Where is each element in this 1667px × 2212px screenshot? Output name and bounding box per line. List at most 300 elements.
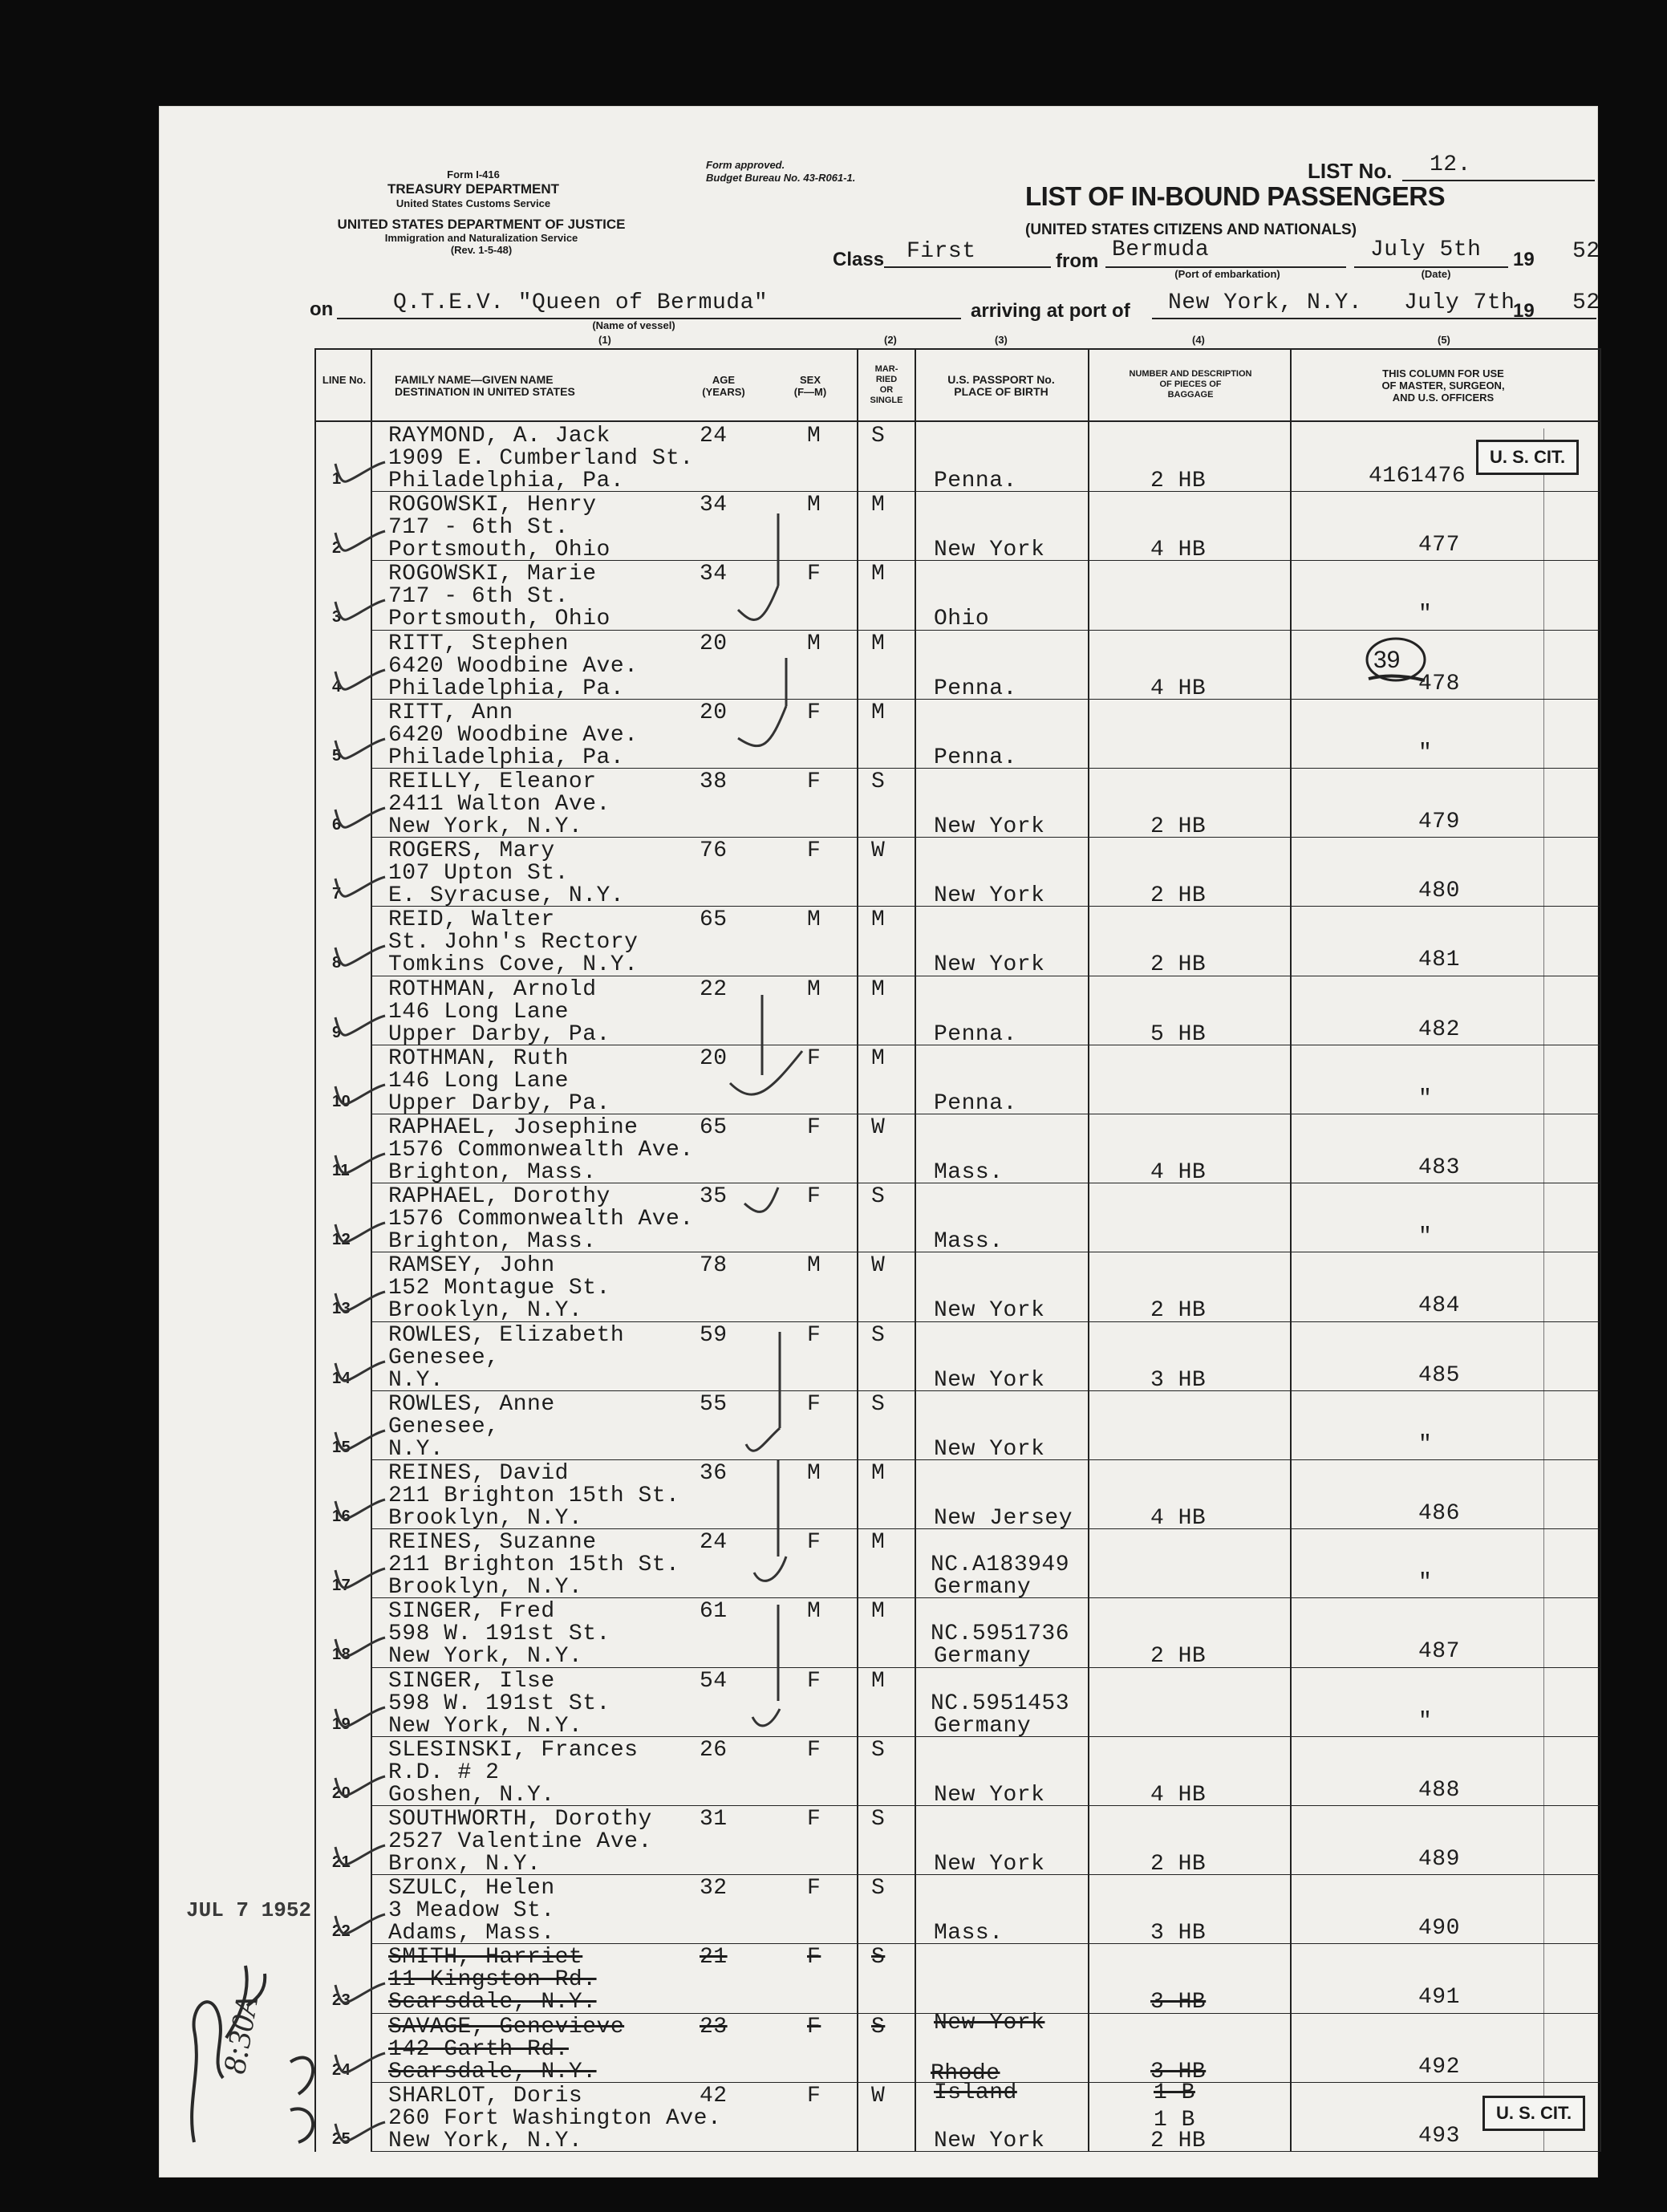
officer-number: 486 [1418,1501,1460,1526]
line-number: 10 [332,1092,351,1110]
age-value: 78 [700,1253,728,1279]
col-number-5: (5) [1438,334,1450,346]
sex-value: F [807,1322,821,1348]
col-divider [1290,348,1292,2152]
row-separator [371,1943,1600,1944]
marital-status: M [871,562,886,587]
sex-value: F [807,838,821,864]
officer-number: 483 [1418,1155,1460,1180]
age-value: 32 [700,1876,728,1902]
form-number: Form I-416 [447,168,500,181]
col-divider-faint [1543,428,1544,2152]
table-left-rule [314,348,316,2152]
pencil-tick-icon [324,1693,388,1741]
age-value: 54 [700,1668,728,1694]
sex-value: F [807,700,821,725]
col-divider [915,348,916,2152]
address-line-2: Philadelphia, Pa. [388,676,625,701]
address-line-2: Brooklyn, N.Y. [388,1298,583,1324]
line-number: 13 [332,1300,351,1318]
row-separator [371,1321,1600,1322]
officer-number: 478 [1418,671,1460,696]
address-line-2: New York, N.Y. [388,2128,583,2153]
row-separator [371,630,1600,631]
address-line-2: New York, N.Y. [388,1644,583,1670]
officer-number: " [1418,602,1433,627]
address-line-2: Tomkins Cove, N.Y. [388,952,639,978]
passenger-name: REILLY, Eleanor [388,769,597,794]
address-line-1: Genesee, [388,1345,500,1370]
pencil-tick-icon [324,1762,388,1810]
place-of-birth: Ohio [934,607,990,632]
marital-status: M [871,1668,886,1694]
marital-status: S [871,1945,886,1971]
arrival-year-prefix: 19 [1513,300,1535,322]
place-of-birth: Penna. [934,745,1017,770]
class-line [884,266,1051,268]
row-separator [371,2151,1600,2152]
list-no-label: LIST No. [1308,159,1393,183]
baggage-pieces: 2 HB [1150,469,1207,493]
address-line-1: 2527 Valentine Ave. [388,1829,652,1854]
line-number: 19 [332,1715,351,1733]
date-caption: (Date) [1421,268,1451,280]
address-line-2: Scarsdale, N.Y. [388,2059,597,2084]
passenger-name: SINGER, Ilse [388,1668,555,1694]
marital-status: W [871,1253,886,1279]
line-number: 21 [332,1853,351,1871]
marital-status: M [871,700,886,725]
address-line-2: N.Y. [388,1367,444,1393]
passenger-name: SLESINSKI, Frances [388,1737,639,1763]
baggage-pieces: 4 HB [1150,1782,1207,1808]
address-line-1: St. John's Rectory [388,930,639,956]
age-value: 55 [700,1391,728,1417]
arrival-year: 52 [1572,290,1600,315]
address-line-1: 211 Brighton 15th St. [388,1483,680,1508]
age-value: 22 [700,976,728,1002]
row-separator [371,1528,1600,1529]
sex-value: M [807,493,821,518]
address-line-1: 717 - 6th St. [388,584,569,610]
address-line-2: N.Y. [388,1436,444,1462]
pencil-tick-icon [324,724,388,773]
row-separator [371,1874,1600,1875]
pencil-tick-icon [324,1070,388,1118]
passport-number: NC.A183949 [931,1552,1070,1578]
line-number: 24 [332,2060,351,2079]
baggage-pieces: 2 HB [1150,2128,1207,2153]
sex-value: F [807,1945,821,1971]
age-value: 24 [700,424,728,448]
col-header-married: MAR- RIED OR SINGLE [870,364,903,405]
address-line-2: Brooklyn, N.Y. [388,1575,583,1601]
officer-number: " [1418,1086,1433,1111]
passenger-name: ROWLES, Elizabeth [388,1322,625,1348]
line-number: 25 [332,2129,351,2148]
row-separator [371,1736,1600,1737]
baggage-pieces: 2 HB [1150,1298,1207,1324]
passenger-name: RITT, Ann [388,700,513,725]
sex-value: M [807,1461,821,1486]
line-number: 22 [332,1922,351,1941]
marital-status: S [871,1807,886,1832]
place-of-birth: New York [934,814,1045,839]
pencil-tick-icon [324,655,388,704]
age-value: 23 [700,2014,728,2040]
baggage-pieces: 3 HB [1150,1990,1207,2015]
place-of-birth: Penna. [934,1090,1017,1116]
budget-bureau: Budget Bureau No. 43-R061-1. [706,172,856,184]
officer-number: " [1418,1570,1433,1596]
address-line-1: 1576 Commonwealth Ave. [388,1138,694,1163]
sex-value: F [807,1737,821,1763]
sex-value: F [807,1391,821,1417]
line-number: 23 [332,1991,351,2010]
address-line-2: Brighton, Mass. [388,1160,597,1185]
page-title: LIST OF IN-BOUND PASSENGERS [1025,181,1446,211]
revision-date: (Rev. 1-5-48) [450,244,513,256]
age-value: 36 [700,1461,728,1486]
row-separator [371,699,1600,700]
arrival-port: New York, N.Y. [1168,290,1363,315]
pencil-tick-icon [324,1347,388,1395]
marital-status: M [871,493,886,518]
officer-number: 490 [1418,1916,1460,1942]
passenger-name: REINES, David [388,1461,569,1486]
place-of-birth: New York [934,1298,1045,1324]
marital-status: S [871,1876,886,1902]
treasury-dept: TREASURY DEPARTMENT [387,181,560,197]
baggage-pieces: 3 HB [1150,1921,1207,1946]
place-of-birth: Penna. [934,469,1017,493]
row-separator [371,837,1600,838]
place-of-birth: Island [934,2080,1017,2105]
sex-value: F [807,1530,821,1556]
class-label: Class [833,249,885,270]
age-value: 65 [700,907,728,933]
col-divider [1088,348,1089,2152]
port-caption: (Port of embarkation) [1174,268,1280,280]
age-value: 31 [700,1807,728,1832]
address-line-2: Goshen, N.Y. [388,1782,555,1808]
officer-number: 482 [1418,1017,1460,1042]
officer-number: 4161476 [1369,464,1466,489]
officer-number: 484 [1418,1293,1460,1319]
row-separator [371,1390,1600,1391]
col-header-passport: U.S. PASSPORT No. PLACE OF BIRTH [947,373,1055,398]
table-right-rule [1600,348,1601,2152]
line-number: 11 [332,1162,351,1179]
age-value: 20 [700,1045,728,1071]
row-separator [371,560,1600,561]
place-of-birth: Germany [934,1713,1032,1739]
line-number: 1 [332,470,342,488]
us-cit-stamp: U. S. CIT. [1476,440,1579,475]
officer-number: " [1418,1708,1433,1734]
line-number: 9 [332,1023,342,1041]
marital-status: M [871,976,886,1002]
passenger-name: SINGER, Fred [388,1599,555,1625]
col-header-age: AGE (YEARS) [702,374,745,398]
address-line-1: 146 Long Lane [388,999,569,1025]
pencil-tick-icon [324,1831,388,1879]
address-line-2: Scarsdale, N.Y. [388,1990,597,2015]
marital-status: M [871,1530,886,1556]
pencil-tick-icon [324,1277,388,1325]
pencil-tick-icon [324,793,388,842]
place-of-birth: Germany [934,1575,1032,1601]
passenger-name: ROGOWSKI, Henry [388,493,597,518]
marital-status: W [871,2083,886,2109]
address-line-1: R.D. # 2 [388,1759,500,1785]
age-value: 34 [700,562,728,587]
pencil-tick-icon [324,1485,388,1533]
class-value: First [907,239,976,264]
row-separator [371,2013,1600,2014]
sex-value: F [807,562,821,587]
place-of-birth: Penna. [934,1021,1017,1047]
address-line-1: 6420 Woodbine Ave. [388,722,639,748]
row-separator [371,768,1600,769]
passenger-name: ROTHMAN, Ruth [388,1045,569,1071]
pencil-tick-icon [324,1139,388,1187]
baggage-pieces: 2 HB [1150,883,1207,909]
age-value: 65 [700,1115,728,1140]
address-line-2: Philadelphia, Pa. [388,745,625,770]
address-line-1: 146 Long Lane [388,1068,569,1094]
address-line-1: 260 Fort Washington Ave. [388,2105,722,2131]
sex-value: F [807,1876,821,1902]
officer-number: " [1418,1224,1433,1250]
pencil-tick-icon [324,1001,388,1049]
vessel-name: Q.T.E.V. "Queen of Bermuda" [393,290,769,315]
row-separator [371,906,1600,907]
header-bottom-rule [314,420,1600,422]
marital-status: S [871,2014,886,2040]
age-value: 26 [700,1737,728,1763]
sex-value: F [807,1115,821,1140]
place-of-birth: New York [934,538,1045,563]
age-value: 21 [700,1945,728,1971]
place-of-birth: New York [934,1436,1045,1462]
place-of-birth: Mass. [934,1921,1004,1946]
pencil-tick-icon [324,1208,388,1256]
age-value: 38 [700,769,728,794]
address-line-2: Portsmouth, Ohio [388,607,610,632]
passenger-name: SOUTHWORTH, Dorothy [388,1807,652,1832]
row-separator [371,491,1600,492]
passenger-name: ROGERS, Mary [388,838,555,864]
col-number-4: (4) [1192,334,1205,346]
page-subtitle: (UNITED STATES CITIZENS AND NATIONALS) [1025,221,1357,238]
age-value: 42 [700,2083,728,2109]
pencil-tick-icon [324,517,388,565]
officer-number: 488 [1418,1777,1460,1803]
passenger-name: ROWLES, Anne [388,1391,555,1417]
marital-status: S [871,424,886,448]
line-number: 18 [332,1646,351,1664]
row-separator [371,1459,1600,1460]
address-line-1: Genesee, [388,1414,500,1439]
address-line-1: 598 W. 191st St. [388,1621,610,1647]
col-header-line: LINE No. [322,374,367,386]
passenger-name: REINES, Suzanne [388,1530,597,1556]
officer-number: 491 [1418,1985,1460,2011]
passenger-name: RAPHAEL, Dorothy [388,1184,610,1210]
sex-value: F [807,1807,821,1832]
baggage-pieces: 4 HB [1150,538,1207,563]
place-of-birth: New York [934,2128,1045,2153]
place-of-birth: New York [934,952,1045,978]
baggage-pieces: 4 HB [1150,676,1207,701]
address-line-2: New York, N.Y. [388,814,583,839]
officer-number: 487 [1418,1639,1460,1665]
address-line-1: 142 Garth Rd. [388,2036,569,2062]
marital-status: M [871,1045,886,1071]
line-number: 20 [332,1784,351,1802]
sex-value: M [807,1599,821,1625]
age-value: 59 [700,1322,728,1348]
year-prefix: 19 [1513,249,1535,270]
baggage-pieces: 2 HB [1150,1644,1207,1670]
col-header-officers: THIS COLUMN FOR USE OF MASTER, SURGEON, AND U.S. OFFICERS [1381,367,1505,404]
officer-number: " [1418,1431,1433,1457]
row-separator [371,2082,1600,2083]
sex-value: M [807,976,821,1002]
pencil-tick-icon [324,1554,388,1602]
officer-number: 485 [1418,1362,1460,1388]
baggage-pieces: 4 HB [1150,1506,1207,1531]
arrival-date: July 7th [1404,290,1515,315]
line-number: 7 [332,885,342,903]
place-of-birth: Mass. [934,1160,1004,1185]
address-line-2: Brooklyn, N.Y. [388,1506,583,1531]
address-line-1: 598 W. 191st St. [388,1690,610,1716]
place-of-birth: Germany [934,1644,1032,1670]
pencil-tick-icon [324,1623,388,1671]
table-top-rule [314,348,1600,350]
passenger-name: RAYMOND, A. Jack [388,424,610,448]
row-separator [371,1597,1600,1598]
marital-status: M [871,907,886,933]
officer-number: " [1418,740,1433,765]
arriving-label: arriving at port of [971,300,1130,322]
address-line-1: 211 Brighton 15th St. [388,1552,680,1578]
pencil-tick-icon [324,1416,388,1464]
baggage-pieces: 2 HB [1150,814,1207,839]
line-number: 5 [332,746,342,765]
age-value: 35 [700,1184,728,1210]
address-line-1: 152 Montague St. [388,1276,610,1301]
line-number: 15 [332,1438,351,1456]
address-line-2: Portsmouth, Ohio [388,538,610,563]
col-number-2: (2) [884,334,897,346]
marital-status: S [871,1184,886,1210]
baggage-pieces: 2 HB [1150,952,1207,978]
passenger-name: SZULC, Helen [388,1876,555,1902]
date-value: July 5th [1370,237,1482,262]
baggage-pieces: 5 HB [1150,1021,1207,1047]
place-of-birth: New York [934,1782,1045,1808]
passenger-name: RAPHAEL, Josephine [388,1115,639,1140]
baggage-pieces-2: 1 B [1154,2080,1195,2105]
col-header-name: FAMILY NAME—GIVEN NAME DESTINATION IN UNITED STATES [395,373,575,398]
officer-number: 493 [1418,2123,1460,2149]
marital-status: W [871,838,886,864]
baggage-pieces: 3 HB [1150,2059,1207,2084]
marital-status: M [871,1599,886,1625]
sex-value: F [807,1184,821,1210]
form-approved: Form approved. [706,159,785,171]
date-stamp: JUL 7 1952 [186,1898,312,1922]
address-line-2: Upper Darby, Pa. [388,1090,610,1116]
passport-number: NC.5951453 [931,1690,1070,1716]
officer-number: 489 [1418,1847,1460,1872]
address-line-2: Bronx, N.Y. [388,1852,541,1877]
pencil-tick-icon [324,586,388,634]
passenger-name: SMITH, Harriet [388,1945,583,1971]
address-line-1: 6420 Woodbine Ave. [388,653,639,679]
address-line-1: 3 Meadow St. [388,1898,555,1924]
passenger-name: ROGOWSKI, Marie [388,562,597,587]
justice-dept: UNITED STATES DEPARTMENT OF JUSTICE [337,217,626,232]
address-line-1: 1576 Commonwealth Ave. [388,1207,694,1232]
customs-service: United States Customs Service [395,197,551,209]
from-label: from [1056,250,1099,272]
baggage-pieces: 4 HB [1150,1160,1207,1185]
baggage-pieces-2: 1 B [1154,2107,1195,2133]
passport-number: NC.5951736 [931,1621,1070,1647]
row-separator [371,1667,1600,1668]
col-divider [857,348,858,2152]
pencil-tick-icon [324,931,388,980]
from-value: Bermuda [1112,237,1210,262]
circled-number: 39 [1373,647,1401,673]
marital-status: W [871,1115,886,1140]
address-line-2: Philadelphia, Pa. [388,469,625,493]
officer-number: 492 [1418,2054,1460,2080]
sex-value: F [807,1045,821,1071]
passport-number: Rhode [931,2060,1000,2086]
us-cit-stamp: U. S. CIT. [1482,2096,1585,2131]
officer-number: 481 [1418,948,1460,973]
age-value: 20 [700,700,728,725]
place-of-birth: New Jersey [934,1506,1073,1531]
year-value: 52 [1572,239,1600,264]
age-value: 61 [700,1599,728,1625]
passenger-name: SHARLOT, Doris [388,2083,583,2109]
place-of-birth: New York [934,1852,1045,1877]
age-value: 34 [700,493,728,518]
address-line-1: 11 Kingston Rd. [388,1967,597,1993]
passenger-name: SAVAGE, Genevieve [388,2014,625,2040]
col-number-1: (1) [598,334,611,346]
col-number-3: (3) [995,334,1008,346]
side-note: 8:30A [215,1992,266,2076]
place-of-birth: Penna. [934,676,1017,701]
officer-number: 479 [1418,810,1460,834]
marital-status: M [871,1461,886,1486]
place-of-birth: New York [934,883,1045,909]
place-of-birth: New York [934,1367,1045,1393]
pencil-tick-icon [324,448,388,496]
address-line-2: New York, N.Y. [388,1713,583,1739]
address-line-1: 1909 E. Cumberland St. [388,446,694,471]
baggage-pieces: 2 HB [1150,1852,1207,1877]
address-line-2: E. Syracuse, N.Y. [388,883,625,909]
marital-status: M [871,631,886,656]
